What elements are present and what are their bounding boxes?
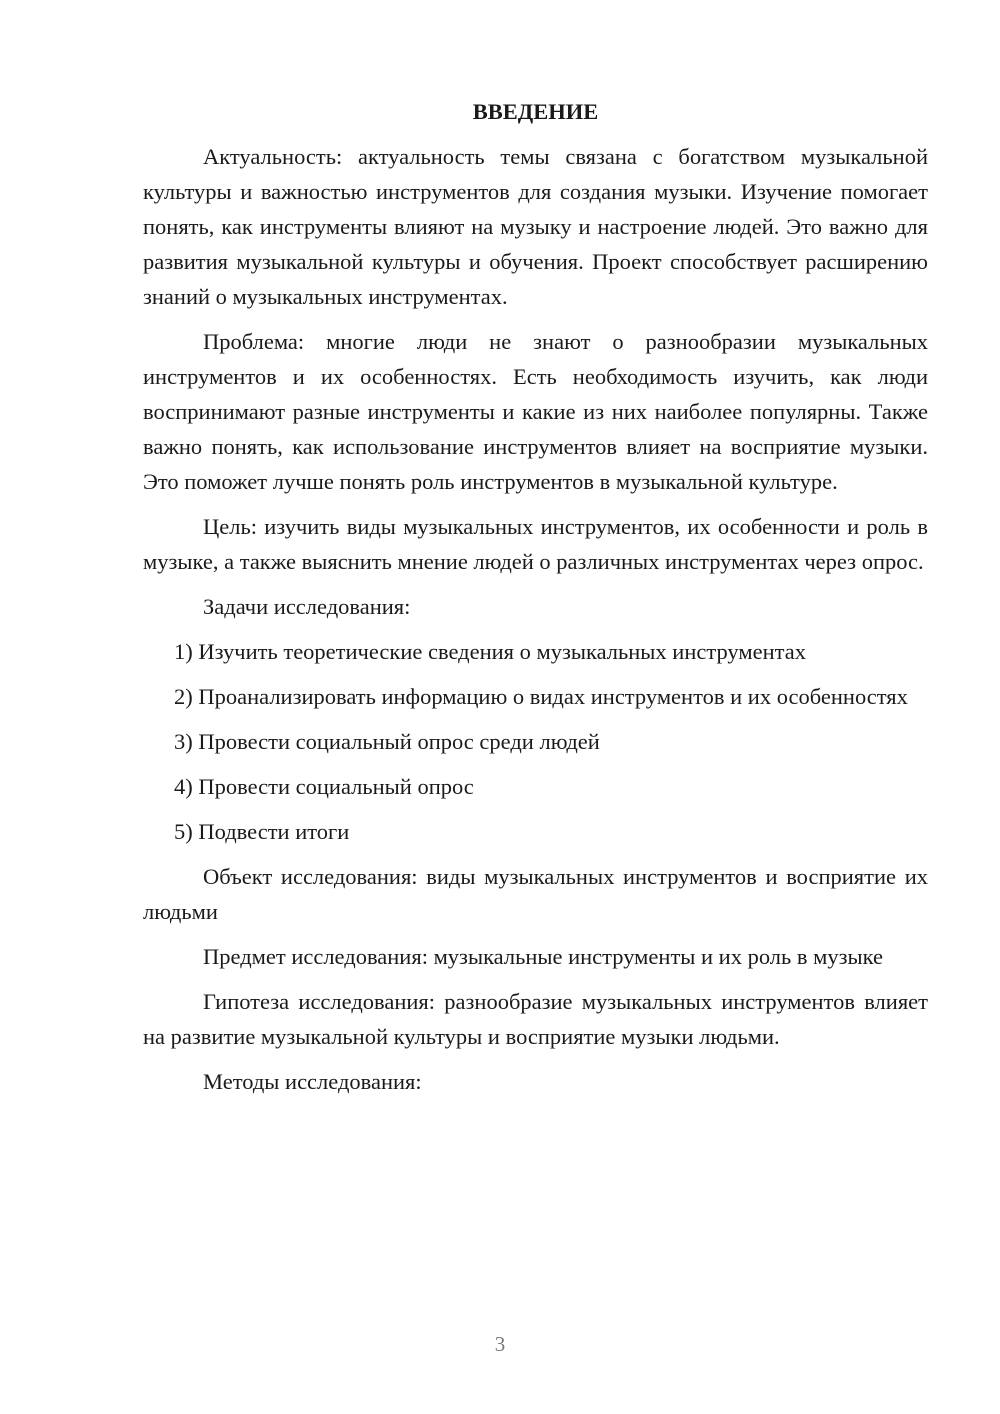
relevance-paragraph: Актуальность: актуальность темы связана с богатством музыкальной культуры и важностью инструментов для создания музыки. Изучение помогает понять, как инструменты влияют на музыку и настроение людей. Это важно для развития музыкальной культуры и обучения. Проект способствует расширению знаний о музыкальных инструментах. [143, 144, 928, 309]
methods-title: Методы исследования: [203, 1069, 422, 1094]
object-paragraph: Объект исследования: виды музыкальных инструментов и восприятие их людьми [143, 864, 928, 924]
problem-paragraph: Проблема: многие люди не знают о разнообразии музыкальных инструментов и их особенностях. Есть необходимость изучить, как люди воспринимают разные инструменты и какие из них наиболее популярны. Также важно понять, как использование инструментов влияет на восприятие музыки. Это поможет лучше понять роль инструментов в музыкальной культуре. [143, 329, 928, 494]
hypothesis-paragraph: Гипотеза исследования: разнообразие музыкальных инструментов влияет на развитие музыкальной культуры и восприятие музыки людьми. [143, 989, 928, 1049]
goal-paragraph: Цель: изучить виды музыкальных инструментов, их особенности и роль в музыке, а также выяснить мнение людей о различных инструментах через опрос. [143, 514, 928, 574]
task-item-3: 3) Провести социальный опрос среди людей [174, 729, 600, 754]
task-item-4: 4) Провести социальный опрос [174, 774, 474, 799]
document-heading: ВВЕДЕНИЕ [472, 99, 599, 124]
task-item-1: 1) Изучить теоретические сведения о музыкальных инструментах [174, 639, 806, 664]
task-item-5: 5) Подвести итоги [174, 819, 350, 844]
task-item-2: 2) Проанализировать информацию о видах инструментов и их особенностях [174, 684, 908, 709]
tasks-title: Задачи исследования: [203, 594, 411, 619]
page-number: 3 [494, 1332, 506, 1356]
subject-paragraph: Предмет исследования: музыкальные инструменты и их роль в музыке [203, 944, 884, 969]
document-page [143, 96, 928, 1109]
